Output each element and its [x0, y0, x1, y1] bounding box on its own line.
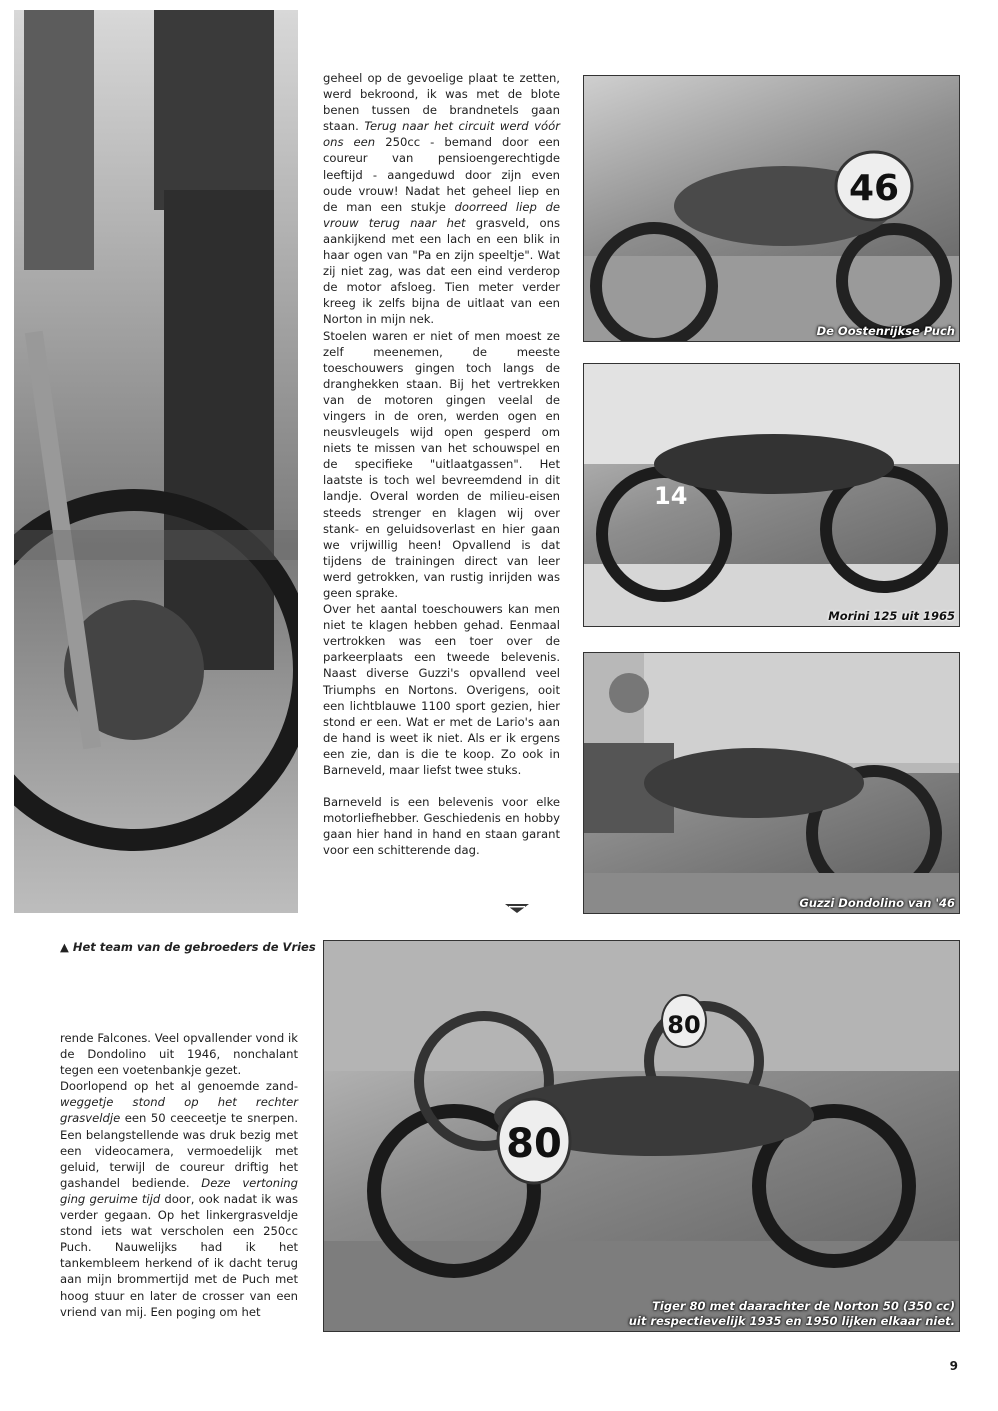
page-number: 9: [949, 1359, 958, 1373]
guzzi-illustration: [584, 653, 959, 913]
photo-team-illustration: [14, 10, 298, 913]
puch-race-number: 46: [848, 168, 900, 209]
guzzi-caption: Guzzi Dondolino van '46: [799, 896, 955, 910]
morini-caption: Morini 125 uit 1965: [828, 609, 955, 623]
left-column: [60, 1030, 298, 1320]
left-photo-caption: [60, 940, 316, 954]
caption-marker: ▲: [60, 940, 69, 954]
middle-paragraph-2: Stoelen waren er niet of men moest ze zelf meenemen, de meeste toeschouwers gingen toch langs de dranghekken staan. Bij het vertrekken van de motoren gingen veelal de vingers in de oren, werden ogen en neusvleugels wijd open gesperd om niets te missen van het schouwspel en de specifieke "uitlaatgassen". Het laatste is toch wel bevreemdend in dit landje. Overal worden de milieu-eisen steeds strenger en klagen wij over stank- en geluidsoverlast en hier gaan we vrijwillig heen! Opvallend is dat tijdens de trainingen direct van leer werd getrokken, van rustig inrijden was geen sprake.: [323, 328, 560, 600]
puch-caption: De Oostenrijkse Puch: [816, 324, 955, 338]
tiger-norton-illustration: [324, 941, 959, 1331]
tiger-norton-caption: [629, 1299, 955, 1329]
photo-puch: [583, 75, 960, 342]
middle-column: [323, 70, 560, 859]
tiger-norton-caption-line1: Tiger 80 met daarachter de Norton 50 (350 cc): [652, 1299, 955, 1313]
middle-paragraph-1: geheel op de gevoelige plaat te zetten, werd bekroond, ik was met de blote benen tussen de brandnetels gaan staan. Terug naar het circuit werd vóór ons een 250cc - bemand door een coureur van pensioengerechtigde leeftijd - aangeduwd door zijn even oude vrouw! Nadat het geheel liep en de man een stukje doorreed liep de vrouw terug naar het grasveld, ons aankijkend met een lach en een blik in haar ogen van "Pa en zijn speeltje". Wat zij niet zag, was dat een eind verderop de motor afsloeg. Tien meter verder kreeg ik zelfs bijna de uitlaat van een Norton in mijn nek.: [323, 71, 561, 327]
left-paragraph-2: Doorlopend op het al genoemde zand- weggetje stond op het rechter grasveldje een 50 ceeceetje te snerpen. Een belangstellende was druk bezig met een videocamera, vermoedelijk met geluid, terwijl de coureur driftig het gashandel bediende. Deze vertoning ging geruime tijd door, ook nadat ik was verder gegaan. Op het linkergrasveldje stond iets wat verscholen een 250cc Puch. Nauwelijks had ik het tankembleem herkend of ik dacht terug aan mijn brommertijd met de Puch met hoog stuur en later de crosser van een vriend van mij. Een poging om het: [60, 1079, 299, 1319]
end-mark-icon: [505, 902, 529, 914]
left-paragraph-1: rende Falcones. Veel opvallender vond ik de Dondolino uit 1946, nonchalant tegen een voetenbankje gezet.: [60, 1031, 298, 1078]
caption-text: Het team van de gebroeders de Vries: [72, 940, 316, 954]
tiger-race-number: 80: [506, 1121, 562, 1167]
middle-paragraph-3: Over het aantal toeschouwers kan men niet te klagen hebben gehad. Eenmaal vertrokken was een toer over de parkeerplaats een tweede belevenis. Naast diverse Guzzi's opvallend veel Triumphs en Nortons. Overigens, ooit een lichtblauwe 1100 sport gezien, hier stond er een. Wat er met de Lario's aan de hand is weet ik niet. Als er ik ergens een zie, dan is die te koop. Zo ook in Barneveld, maar liefst twee stuks.: [323, 602, 560, 778]
photo-tiger-norton: [323, 940, 960, 1332]
photo-team-de-vries: [14, 10, 298, 913]
photo-guzzi: [583, 652, 960, 914]
photo-morini: [583, 363, 960, 627]
tiger-norton-caption-line2: uit respectievelijk 1935 en 1950 lijken elkaar niet.: [628, 1314, 955, 1328]
morini-illustration: [584, 364, 959, 626]
morini-race-number: 14: [654, 482, 688, 510]
middle-paragraph-4: Barneveld is een belevenis voor elke motorliefhebber. Geschiedenis en hobby gaan hier hand in hand en staan garant voor een schitterende dag.: [323, 795, 560, 858]
puch-illustration: [584, 76, 959, 341]
norton-race-number: 80: [667, 1011, 701, 1039]
